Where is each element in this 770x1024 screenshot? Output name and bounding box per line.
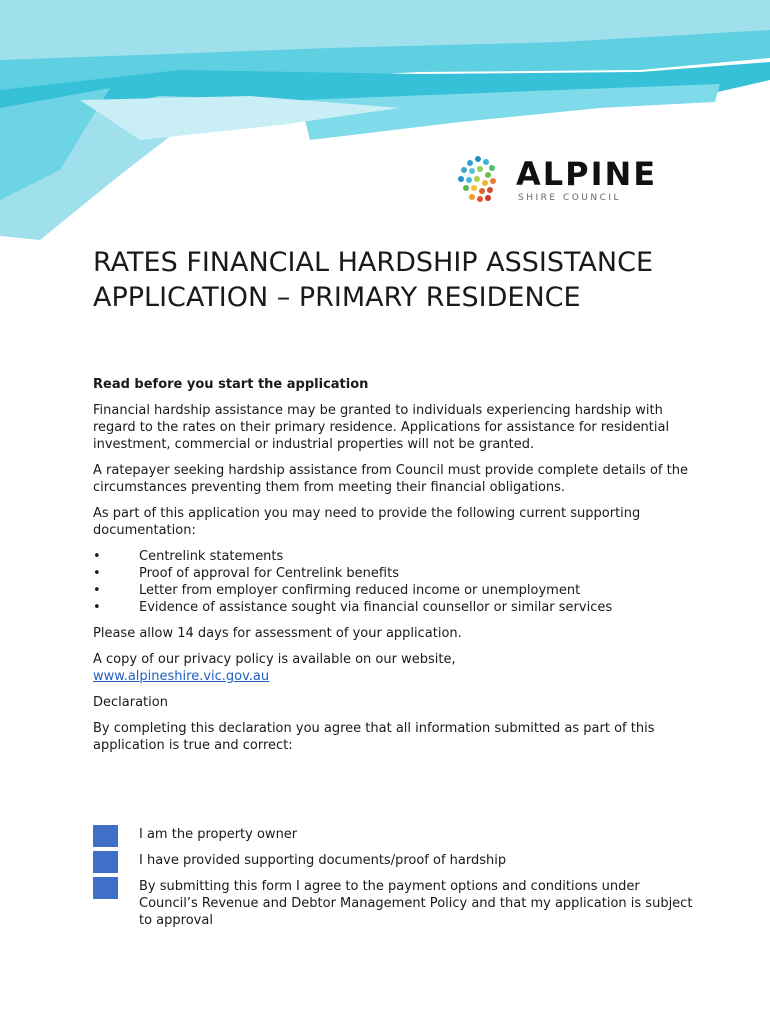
declaration-item-documents <box>93 852 693 869</box>
privacy-text: A copy of our privacy policy is available on our website, <box>93 652 456 667</box>
declaration-item-owner <box>93 826 693 843</box>
checkbox-owner[interactable] <box>93 825 118 847</box>
list-item-label: Centrelink statements <box>139 549 284 564</box>
paragraph-eligibility: Financial hardship assistance may be granted to individuals experiencing hardship with regard to the rates on their primary residence. Applications for assistance for residential investment, commercial or industrial properties will not be granted. <box>93 403 670 452</box>
paragraph-assessment: Please allow 14 days for assessment of your application. <box>93 626 462 641</box>
paragraph-privacy <box>93 651 693 685</box>
list-item <box>93 582 693 599</box>
documentation-list <box>93 548 693 616</box>
list-item-label: Letter from employer confirming reduced income or unemployment <box>139 583 581 598</box>
checkbox-documents[interactable] <box>93 851 118 873</box>
alpine-shire-logo <box>458 155 688 205</box>
declaration-item-agreement <box>93 878 693 929</box>
checkbox-agreement[interactable] <box>93 877 118 899</box>
website-link[interactable]: www.alpineshire.vic.gov.au <box>93 669 270 684</box>
bullet-icon: • <box>93 600 101 615</box>
checkbox-label: I have provided supporting documents/proof of hardship <box>139 853 507 868</box>
declaration-checklist <box>93 826 693 938</box>
list-item-label: Proof of approval for Centrelink benefits <box>139 566 399 581</box>
bullet-icon: • <box>93 566 101 581</box>
checkbox-label: By submitting this form I agree to the payment options and conditions under Council’s Revenue and Debtor Management Policy and that my application is subject to approval <box>139 879 693 928</box>
list-item <box>93 548 693 565</box>
section-subheading: Read before you start the application <box>93 377 369 392</box>
logo-name: ALPINE <box>516 155 658 193</box>
intro-section <box>93 376 693 763</box>
page-title: RATES FINANCIAL HARDSHIP ASSISTANCE APPLICATION – PRIMARY RESIDENCE <box>93 247 653 313</box>
declaration-intro: By completing this declaration you agree that all information submitted as part of this application is true and correct: <box>93 721 655 753</box>
paragraph-documentation: As part of this application you may need to provide the following current supporting documentation: <box>93 506 641 538</box>
paragraph-details: A ratepayer seeking hardship assistance from Council must provide complete details of the circumstances preventing them from meeting their financial obligations. <box>93 463 688 495</box>
flower-emblem-icon <box>458 155 514 205</box>
list-item <box>93 565 693 582</box>
checkbox-label: I am the property owner <box>139 827 298 842</box>
declaration-heading: Declaration <box>93 695 168 710</box>
bullet-icon: • <box>93 583 101 598</box>
bullet-icon: • <box>93 549 101 564</box>
list-item <box>93 599 693 616</box>
list-item-label: Evidence of assistance sought via financial counsellor or similar services <box>139 600 613 615</box>
logo-subtitle: SHIRE COUNCIL <box>518 193 622 203</box>
